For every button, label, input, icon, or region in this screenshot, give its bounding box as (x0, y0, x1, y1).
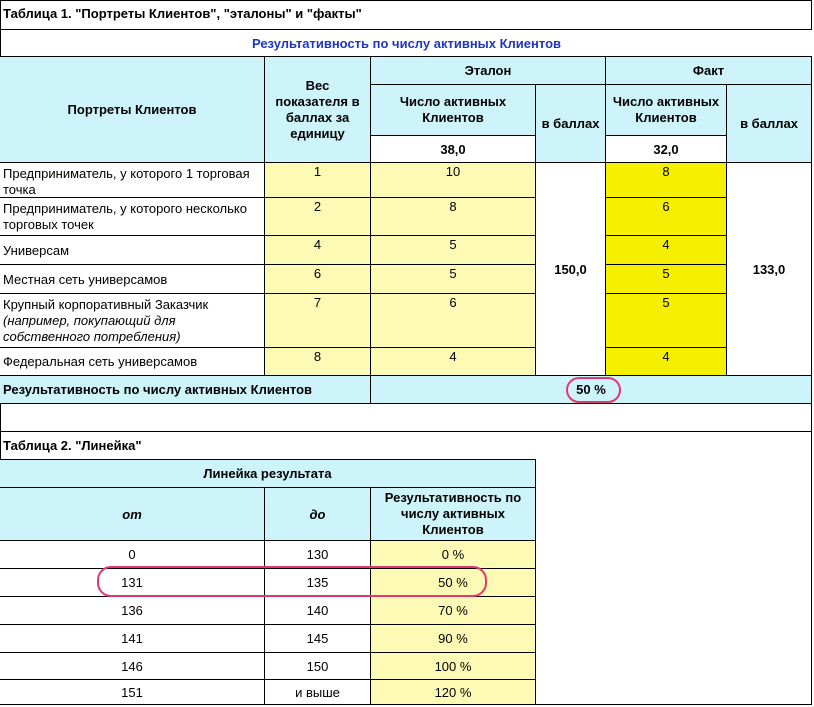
scale-result: 50 % (371, 569, 536, 597)
scale-from: 131 (0, 569, 265, 597)
scale-from: 0 (0, 541, 265, 569)
header-fact: Факт (606, 57, 812, 85)
scale-from: 141 (0, 625, 265, 653)
table2-col-from: от (0, 488, 265, 541)
row-fact: 5 (606, 294, 727, 348)
header-etalon: Эталон (371, 57, 606, 85)
row-etalon: 4 (371, 348, 536, 376)
row-weight: 4 (265, 236, 371, 265)
row-note: (например, покупающий для собственного потребления) (3, 313, 181, 344)
header-etalon-active: Число активных Клиентов (371, 85, 536, 136)
scale-to: и выше (265, 680, 371, 705)
row-weight: 2 (265, 198, 371, 236)
row-fact: 6 (606, 198, 727, 236)
row-etalon: 6 (371, 294, 536, 348)
row-fact: 4 (606, 236, 727, 265)
scale-result: 90 % (371, 625, 536, 653)
table2-title: Таблица 2. "Линейка" (0, 431, 812, 459)
row-fact: 4 (606, 348, 727, 376)
row-weight: 1 (265, 163, 371, 198)
scale-result: 100 % (371, 653, 536, 680)
table2-header: Линейка результата (0, 459, 536, 488)
scale-from: 136 (0, 597, 265, 625)
total-fact-active: 32,0 (606, 136, 727, 163)
row-etalon: 10 (371, 163, 536, 198)
row-label: Предприниматель, у которого 1 торговая точка (0, 163, 265, 198)
scale-to: 150 (265, 653, 371, 680)
result-label: Результативность по числу активных Клиентов (0, 376, 371, 404)
scale-from: 146 (0, 653, 265, 680)
row-label: Федеральная сеть универсамов (0, 348, 265, 376)
etalon-points-total: 150,0 (536, 163, 606, 376)
header-fact-points: в баллах (727, 85, 812, 163)
header-etalon-points: в баллах (536, 85, 606, 163)
row-fact: 5 (606, 265, 727, 294)
scale-result: 0 % (371, 541, 536, 569)
scale-to: 130 (265, 541, 371, 569)
row-label: Универсам (0, 236, 265, 265)
fact-points-total: 133,0 (727, 163, 812, 376)
header-fact-active: Число активных Клиентов (606, 85, 727, 136)
scale-to: 135 (265, 569, 371, 597)
row-etalon: 5 (371, 236, 536, 265)
header-portraits: Портреты Клиентов (0, 57, 265, 163)
row-etalon: 8 (371, 198, 536, 236)
scale-row-highlight-oval (97, 566, 487, 597)
scale-to: 145 (265, 625, 371, 653)
total-etalon-active: 38,0 (371, 136, 536, 163)
scale-result: 120 % (371, 680, 536, 705)
row-etalon: 5 (371, 265, 536, 294)
table1-title: Таблица 1. "Портреты Клиентов", "эталоны" и "факты" (0, 0, 812, 30)
row-label: Крупный корпоративный Заказчик (3, 297, 209, 312)
result-value: 50 % (576, 382, 606, 397)
row-weight: 8 (265, 348, 371, 376)
scale-result: 70 % (371, 597, 536, 625)
row-label: Местная сеть универсамов (0, 265, 265, 294)
scale-to: 140 (265, 597, 371, 625)
row-weight: 6 (265, 265, 371, 294)
result-highlight-oval (566, 377, 621, 403)
row-label-block (0, 294, 265, 348)
scale-from: 151 (0, 680, 265, 705)
row-fact: 8 (606, 163, 727, 198)
table2-col-to: до (265, 488, 371, 541)
row-weight: 7 (265, 294, 371, 348)
table1-subtitle: Результативность по числу активных Клиентов (1, 30, 812, 57)
row-label: Предприниматель, у которого несколько торговых точек (0, 198, 265, 236)
header-weight: Вес показателя в баллах за единицу (265, 57, 371, 163)
table2-col-result: Результативность по числу активных Клиентов (371, 488, 536, 541)
